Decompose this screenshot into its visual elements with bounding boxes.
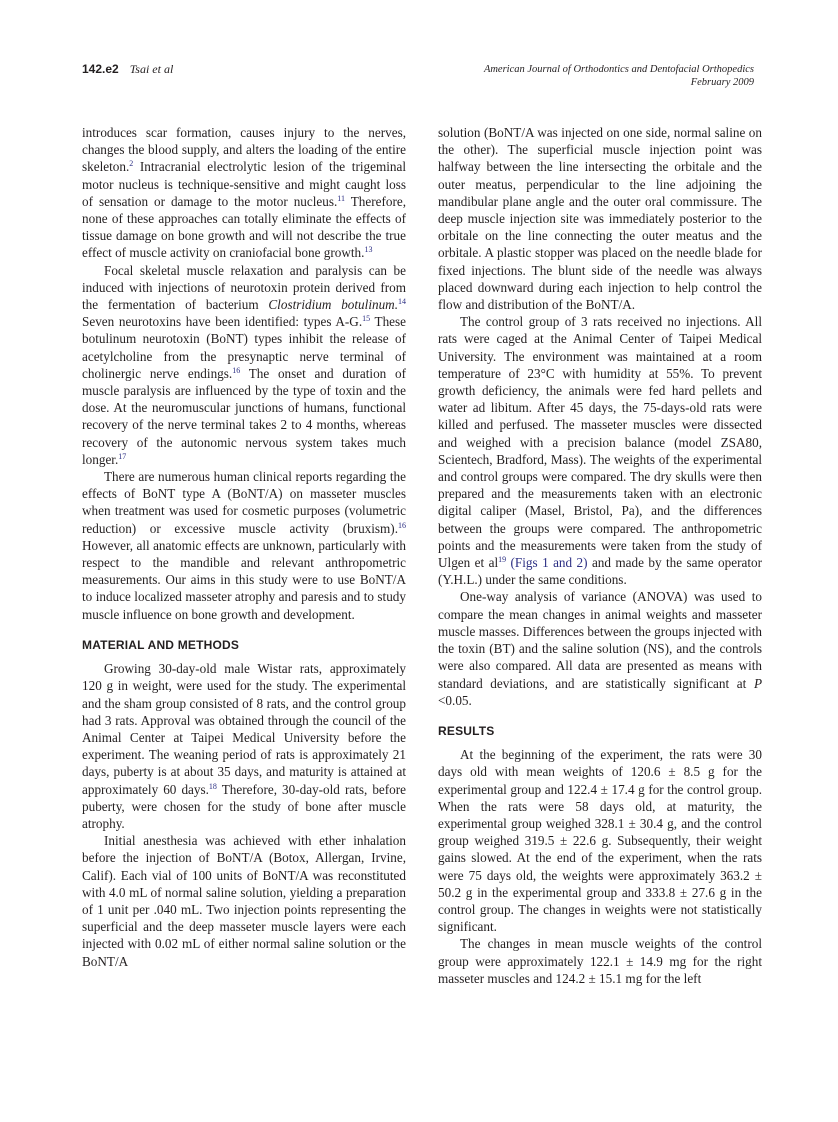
citation-link[interactable]: 18 [208, 781, 217, 791]
text: The control group of 3 rats received no injections. All rats were caged at the Animal Center of Taipei Medical University. The environment was maintained at a room temperature of 23°C with humidity at 55%. To prevent growth deficiency, the animals were fed hard pellets and water ad libitum. After 45 days, the 75-days-old rats were killed and perfused. The masseter muscles were dissected and weighed with a precision balance (model ZSA80, Scientech, Bradford, Mass). The weights of the experimental and control groups were compared. The dry skulls were then prepared and the measurements taken with an electronic digital caliper (Masel, Bristol, Pa), and the differences between the groups were compared. The anthropometric points and the measurements were taken from the study of Ulgen et al [438, 314, 762, 571]
figure-link[interactable]: (Figs 1 and 2) [506, 555, 588, 571]
text: The onset and duration of muscle paralysis are influenced by the type of toxin and the dose. At the neuromuscular junctions of humans, functional recovery of the nerve terminal takes 2 to 4 months, whereas recovery of the autonomic nervous system takes much longer. [82, 365, 407, 467]
text: <0.05. [438, 692, 472, 708]
paragraph [82, 124, 406, 262]
p-value-symbol: P [753, 675, 762, 691]
paragraph: Initial anesthesia was achieved with ether inhalation before the injection of BoNT/A (Botox, Allergan, Irvine, Calif). Each vial of 100 units of BoNT/A was reconstituted with 4.0 mL of normal saline solution, yielding a preparation of 1 unit per .040 mL. Two injection points representing the superficial and the deep masseter muscle layers were each injected with 0.02 mL of either normal saline solution or the BoNT/A [82, 833, 406, 969]
text: Growing 30-day-old male Wistar rats, approximately 120 g in weight, were used for the study. The experimental and the sham group consisted of 8 rats, and the control group had 3 rats. Approval was obtained through the council of the Animal Center at Taipei Medical University before the experiment. The weaning period of rats is approximately 21 days, puberty is at about 35 days, and maturity is attained at approximately 60 days. [82, 661, 406, 797]
text: introduces scar formation, causes injury to the nerves, changes the blood supply, and alters the loading of the entire skeleton. [82, 125, 406, 175]
text: Intracranial electrolytic lesion of the trigeminal motor nucleus is technique-sensitive and might caught loss of sensation or damage to the motor nucleus. [82, 159, 406, 209]
text: However, all anatomic effects are unknown, particularly with respect to the mandible and relevant anthropometric measurements. Our aims in this study were to use BoNT/A to induce localized masseter atrophy and paresis and to study muscle influence on bone growth and development. [82, 537, 406, 622]
citation-link[interactable]: 14 [398, 297, 406, 307]
paragraph [82, 660, 406, 832]
paragraph [82, 262, 406, 468]
citation-link[interactable]: 2 [129, 159, 134, 169]
paragraph: The changes in mean muscle weights of the control group were approximately 122.1 ± 14.9 mg for the right masseter muscles and 124.2 ± 15.1 mg for the left [438, 936, 762, 986]
section-heading-methods: MATERIAL AND METHODS [82, 637, 240, 652]
citation-link[interactable]: 17 [118, 451, 127, 461]
text: One-way analysis of variance (ANOVA) was used to compare the mean changes in animal weights and masseter muscle masses. Differences between the groups injected with the toxin (BT) and the saline solution (NS), and the controls were also compared. All data are presented as means with standard deviations, and are statistically significant at [438, 589, 762, 691]
issue-date: February 2009 [690, 77, 754, 88]
running-header-left [82, 62, 173, 77]
citation-link[interactable]: 11 [337, 193, 345, 203]
text: Therefore, none of these approaches can totally eliminate the effects of tissue damage on bone growth and will not describe the true effect of muscle activity on craniofacial bone growth. [82, 193, 406, 261]
page-number: 142.e2 [82, 62, 119, 76]
citation-link[interactable]: 13 [364, 245, 373, 255]
text: These botulinum neurotoxin (BoNT) types inhibit the release of acetylcholine from the presynaptic nerve terminal of cholinergic nerve endings. [82, 314, 407, 381]
paragraph [438, 313, 762, 588]
journal-title: American Journal of Orthodontics and Dentofacial Orthopedics [483, 64, 754, 75]
paragraph: At the beginning of the experiment, the rats were 30 days old with mean weights of 120.6 ± 8.5 g for the experimental group and 122.4 ± 17.4 g for the control group. When the rats were 58 days old, at maturity, the experimental group weighed 328.1 ± 30.4 g, and the control group weighed 319.5 ± 22.6 g. Subsequently, their weight gains slowed. At the end of the experiment, when the rats were 75 days old, the weights were approximately 363.2 ± 50.2 g in the experimental group and 333.8 ± 27.6 g in the control group. The changes in weights were not statistically significant. [438, 747, 762, 935]
species-name: Clostridium botulinum. [268, 297, 398, 313]
section-heading-results: RESULTS [438, 723, 495, 738]
paragraph [82, 468, 406, 623]
citation-link[interactable]: 16 [232, 365, 241, 375]
running-author: Tsai et al [129, 62, 174, 76]
text: Seven neurotoxins have been identified: types A-G. [82, 314, 363, 330]
paragraph [438, 588, 762, 708]
running-header-right [484, 63, 754, 89]
citation-link[interactable]: 16 [398, 520, 406, 530]
right-column [438, 124, 762, 987]
left-column [82, 124, 406, 970]
text: Focal skeletal muscle relaxation and paralysis can be induced with injections of neurotoxin protein derived from the fermentation of bacterium [82, 262, 406, 313]
text: Therefore, 30-day-old rats, before puberty, were chosen for the study of bone after muscle atrophy. [82, 781, 407, 831]
text: There are numerous human clinical reports regarding the effects of BoNT type A (BoNT/A) on masseter muscles when treatment was used for cosmetic purposes (volumetric reduction) or excessive muscle activity (bruxism). [82, 469, 406, 536]
paragraph: solution (BoNT/A was injected on one side, normal saline on the other). The superficial muscle injection point was halfway between the line intersecting the orbitale and the outer meatus, perpendicular to the line adjoining the mandibular plane angle and the outer oral commissure. The deep muscle injection site was immediately posterior to the orbitale on the line connecting the outer meatus and the orbitale. A plastic stopper was placed on the needle blade for fixed injections. The blunt side of the needle was always placed downward during each injection to help control the flow and distribution of the BoNT/A. [438, 125, 762, 313]
citation-link[interactable]: 19 [498, 555, 507, 565]
citation-link[interactable]: 15 [362, 314, 371, 324]
text: and made by the same operator (Y.H.L.) under the same conditions. [438, 555, 762, 588]
